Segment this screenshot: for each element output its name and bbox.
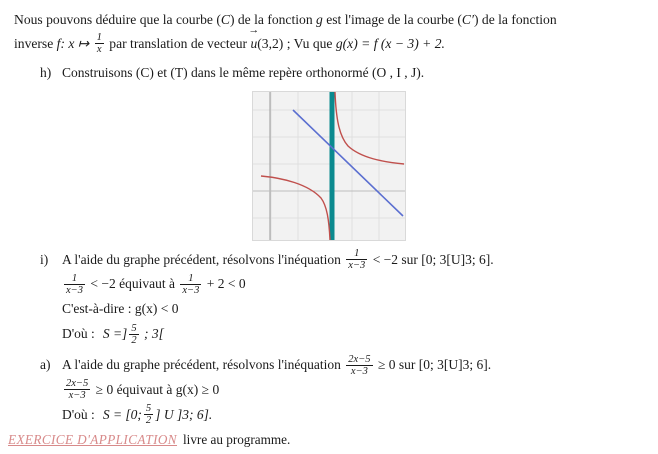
item-a <box>0 354 658 377</box>
item-a-solution-set: S = [0; <box>102 406 142 422</box>
intro-inverse-text: inverse <box>14 35 57 51</box>
fraction-denominator: x−3 <box>348 260 366 272</box>
fraction-numerator: 5 <box>145 403 152 415</box>
item-i-text <box>62 249 644 272</box>
graph-container <box>0 91 658 241</box>
grid-lines <box>253 92 405 240</box>
fraction-numerator: 5 <box>131 322 137 334</box>
item-i-step1-text-b: + 2 < 0 <box>203 276 246 292</box>
fraction-one-over-x <box>95 32 104 55</box>
blue-line <box>293 110 403 216</box>
intro-vector-components: (3,2) ; Vu que <box>257 35 336 51</box>
mapping-notation: : x ↦ <box>60 35 93 51</box>
item-a-step1-text: ≥ 0 équivaut à g(x) ≥ 0 <box>92 381 220 397</box>
fraction-denominator: 2 <box>131 334 137 346</box>
item-i-label: i) <box>40 251 49 267</box>
item-h <box>0 62 658 84</box>
item-a-step-1 <box>0 378 658 403</box>
footer <box>8 432 290 448</box>
item-a-conclusion <box>0 403 658 428</box>
intro-text-d: ) de la fonction <box>473 12 557 27</box>
fraction-numerator: 1 <box>71 272 78 284</box>
fraction-five-halves-a <box>144 403 153 426</box>
item-a-label: a) <box>40 357 51 373</box>
item-a-text-a: A l'aide du graphe précédent, résolvons l'inéquation <box>62 357 345 373</box>
footer-rest-text: livre au programme. <box>183 432 291 447</box>
item-i-solution-suffix: ; 3[ <box>140 326 164 342</box>
fraction-1-over-x-minus-3 <box>346 248 367 271</box>
hyperbola-graph <box>252 91 406 241</box>
graph-svg <box>253 92 405 240</box>
intro-line-2 <box>14 32 644 57</box>
item-a-text <box>62 354 644 377</box>
fraction-denominator: x−3 <box>182 284 200 296</box>
item-a-text-b: ≥ 0 sur [0; 3[U]3; 6]. <box>374 357 492 373</box>
item-i-text-a: A l'aide du graphe précédent, résolvons l'inéquation <box>62 251 345 267</box>
fraction-step1-a <box>64 378 90 401</box>
fraction-five-halves-i <box>129 323 138 346</box>
intro-translation-text: par translation de vecteur <box>105 35 251 51</box>
curve-C-label: C <box>220 12 230 27</box>
vector-u-label: u → <box>250 32 257 56</box>
item-i-step-1 <box>0 272 658 297</box>
item-a-solution-suffix: ] U ]3; 6]. <box>155 406 213 422</box>
item-i-step2-text: C'est-à-dire : g(x) < 0 <box>62 301 179 317</box>
fraction-denominator: x−3 <box>66 284 84 296</box>
fraction-numerator: 1 <box>354 248 360 260</box>
fraction-numerator: 1 <box>188 272 194 284</box>
fraction-denominator: x <box>95 43 104 55</box>
red-curve-right <box>335 92 404 164</box>
curve-Cprime-label: C′ <box>461 12 474 27</box>
fraction-denominator: 2 <box>145 415 152 427</box>
item-i-step-2 <box>0 297 658 322</box>
item-i-step1-text-a: < −2 équivaut à <box>87 276 179 292</box>
fraction-denominator: x−3 <box>64 389 90 401</box>
item-i-text-b: < −2 sur [0; 3[U]3; 6]. <box>369 251 494 267</box>
fraction-numerator: 2x−5 <box>348 353 371 365</box>
intro-paragraph <box>0 0 658 56</box>
exercise-stamp: EXERCICE D'APPLICATION <box>8 432 178 447</box>
fraction-numerator: 2x−5 <box>66 378 89 390</box>
function-f-label: f <box>56 35 61 51</box>
fraction-denominator: x−3 <box>346 365 372 377</box>
fraction-numerator: 1 <box>96 32 102 44</box>
item-i <box>0 249 658 272</box>
fraction-step1-right <box>180 273 201 296</box>
intro-text-c: est l'image de la courbe ( <box>322 12 462 27</box>
item-a-conclusion-prefix: D'où : <box>62 406 95 422</box>
fraction-2x-minus-5-over-x-minus-3 <box>346 354 372 377</box>
item-i-conclusion <box>0 322 658 347</box>
item-h-label: h) <box>40 65 52 81</box>
intro-text-b: ) de la fonction <box>229 12 317 27</box>
function-g-label: g <box>316 12 323 27</box>
item-i-conclusion-prefix: D'où : <box>62 326 95 342</box>
fraction-step1-left <box>64 273 85 296</box>
item-h-text: Construisons (C) et (T) dans le même repère orthonormé (O , I , J). <box>62 65 425 81</box>
item-i-solution-set: S =] <box>102 326 128 342</box>
intro-text-a: Nous pouvons déduire que la courbe ( <box>14 12 221 27</box>
equation-g-of-x: g(x) = f (x − 3) + 2. <box>335 35 445 51</box>
